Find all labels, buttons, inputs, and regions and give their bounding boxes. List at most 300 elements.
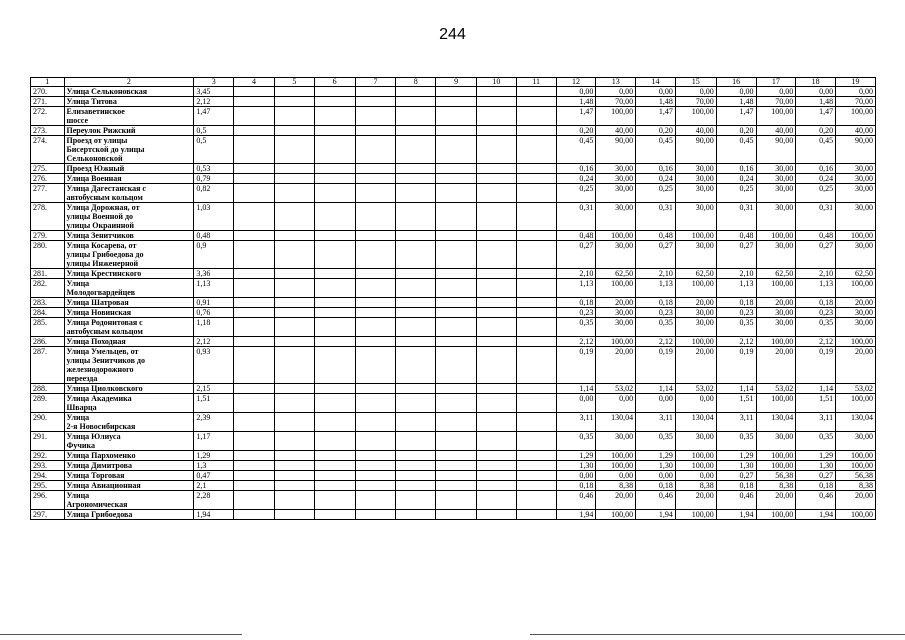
row-number: 270. [31,87,65,97]
street-name-line: автобусным кольцом [66,327,143,336]
empty-cell [516,318,556,337]
column-header: 16 [716,78,756,87]
value-cell: 30,00 [756,241,796,269]
value-cell: 0,31 [796,203,836,231]
value-cell: 100,00 [836,337,876,347]
empty-cell [355,337,396,347]
empty-cell [355,269,396,279]
row-number: 287. [31,347,65,384]
empty-cell [516,432,556,451]
table-row [31,279,876,298]
empty-cell [436,107,477,126]
value-cell: 30,00 [756,164,796,174]
empty-cell [396,298,436,308]
empty-cell [234,384,275,394]
table-row [31,231,876,241]
value-cell: 8,38 [675,481,716,491]
value-cell: 56,38 [756,471,796,481]
street-name-line: Улица Юлиуса [66,432,121,441]
street-name-line: Улица Дагестанская с [66,184,146,193]
empty-cell [436,318,477,337]
empty-cell [396,491,436,510]
value-cell: 0,18 [636,298,676,308]
value-cell: 1,30 [556,461,596,471]
table-row [31,510,876,520]
empty-cell [234,308,275,318]
empty-cell [436,451,477,461]
empty-cell [396,481,436,491]
empty-cell [314,471,355,481]
value-cell: 0,24 [636,174,676,184]
value-cell: 30,00 [596,308,636,318]
empty-cell [314,241,355,269]
value-cell: 2,12 [796,337,836,347]
value-cell: 0,00 [636,394,676,413]
value-cell: 30,00 [836,184,876,203]
empty-cell [516,491,556,510]
street-name-line: Улица [66,413,90,422]
table-row [31,384,876,394]
value-cell: 0,48 [636,231,676,241]
empty-cell [355,231,396,241]
empty-cell [516,164,556,174]
length-value: 3,45 [194,87,234,97]
empty-cell [436,231,477,241]
value-cell: 0,16 [796,164,836,174]
value-cell: 0,46 [556,491,596,510]
empty-cell [516,471,556,481]
value-cell: 0,25 [556,184,596,203]
empty-cell [476,510,516,520]
empty-cell [355,510,396,520]
table-row [31,481,876,491]
empty-cell [476,269,516,279]
table-row [31,241,876,269]
empty-cell [355,279,396,298]
value-cell: 20,00 [675,347,716,384]
value-cell: 90,00 [596,136,636,164]
empty-cell [355,97,396,107]
street-name [64,347,194,384]
row-number: 279. [31,231,65,241]
street-name [64,231,194,241]
empty-cell [234,337,275,347]
value-cell: 2,10 [796,269,836,279]
empty-cell [234,87,275,97]
length-value: 0,47 [194,471,234,481]
value-cell: 1,14 [796,384,836,394]
street-name-line: Улица Умельцев, от [66,347,139,356]
length-value: 0,91 [194,298,234,308]
value-cell: 1,48 [716,97,756,107]
table-header-row [31,78,876,87]
empty-cell [516,347,556,384]
value-cell: 30,00 [675,432,716,451]
empty-cell [355,481,396,491]
value-cell: 30,00 [836,241,876,269]
length-value: 2,1 [194,481,234,491]
table-row [31,471,876,481]
street-name-line: улицы Военной до [66,212,134,221]
value-cell: 0,20 [716,126,756,136]
value-cell: 0,48 [556,231,596,241]
value-cell: 1,51 [716,394,756,413]
value-cell: 30,00 [836,432,876,451]
empty-cell [516,308,556,318]
value-cell: 100,00 [675,279,716,298]
empty-cell [274,87,314,97]
empty-cell [516,461,556,471]
length-value: 1,17 [194,432,234,451]
table-row [31,298,876,308]
value-cell: 100,00 [756,510,796,520]
value-cell: 100,00 [756,337,796,347]
street-name [64,413,194,432]
empty-cell [396,279,436,298]
street-name [64,269,194,279]
table-row [31,269,876,279]
street-name-line: Проезд Южный [66,164,125,173]
value-cell: 0,48 [796,231,836,241]
empty-cell [355,107,396,126]
street-name-line: Улица Родонитовая с [66,318,143,327]
column-header: 13 [596,78,636,87]
value-cell: 0,00 [756,87,796,97]
empty-cell [476,491,516,510]
value-cell: 0,46 [636,491,676,510]
empty-cell [476,126,516,136]
value-cell: 1,47 [796,107,836,126]
row-number: 284. [31,308,65,318]
value-cell: 0,18 [636,481,676,491]
value-cell: 100,00 [756,279,796,298]
empty-cell [314,347,355,384]
empty-cell [234,136,275,164]
value-cell: 0,19 [556,347,596,384]
empty-cell [355,451,396,461]
street-name [64,279,194,298]
value-cell: 30,00 [756,184,796,203]
value-cell: 1,94 [716,510,756,520]
value-cell: 1,29 [556,451,596,461]
row-number: 295. [31,481,65,491]
empty-cell [314,87,355,97]
value-cell: 0,45 [636,136,676,164]
value-cell: 30,00 [836,203,876,231]
empty-cell [436,184,477,203]
empty-cell [234,231,275,241]
empty-cell [396,451,436,461]
value-cell: 30,00 [596,184,636,203]
row-number: 277. [31,184,65,203]
street-name-line: Проезд от улицы [66,136,128,145]
empty-cell [476,136,516,164]
table-row [31,136,876,164]
value-cell: 90,00 [756,136,796,164]
street-name [64,451,194,461]
row-number: 271. [31,97,65,107]
empty-cell [516,203,556,231]
empty-cell [476,318,516,337]
row-number: 283. [31,298,65,308]
value-cell: 1,48 [556,97,596,107]
empty-cell [274,174,314,184]
value-cell: 1,48 [636,97,676,107]
empty-cell [355,347,396,384]
value-cell: 0,45 [556,136,596,164]
empty-cell [274,203,314,231]
street-name [64,184,194,203]
empty-cell [436,279,477,298]
empty-cell [355,491,396,510]
empty-cell [274,231,314,241]
value-cell: 0,19 [636,347,676,384]
row-number: 289. [31,394,65,413]
empty-cell [274,318,314,337]
empty-cell [516,413,556,432]
length-value: 2,28 [194,491,234,510]
value-cell: 0,00 [675,471,716,481]
value-cell: 0,18 [716,481,756,491]
empty-cell [436,510,477,520]
street-name-line: Улица Военная [66,174,122,183]
empty-cell [516,126,556,136]
length-value: 0,53 [194,164,234,174]
empty-cell [274,432,314,451]
empty-cell [396,308,436,318]
empty-cell [396,164,436,174]
empty-cell [314,97,355,107]
value-cell: 90,00 [675,136,716,164]
empty-cell [355,471,396,481]
street-name [64,203,194,231]
street-name [64,394,194,413]
value-cell: 130,04 [836,413,876,432]
empty-cell [234,347,275,384]
row-number: 286. [31,337,65,347]
column-header: 3 [194,78,234,87]
empty-cell [436,241,477,269]
value-cell: 0,27 [796,471,836,481]
page-number: 244 [439,26,466,43]
table-row [31,394,876,413]
empty-cell [314,107,355,126]
column-header: 7 [355,78,396,87]
value-cell: 0,00 [716,87,756,97]
empty-cell [476,384,516,394]
value-cell: 1,94 [636,510,676,520]
street-name [64,308,194,318]
value-cell: 30,00 [756,308,796,318]
street-name-line: переезда [66,374,98,383]
empty-cell [274,451,314,461]
value-cell: 0,16 [716,164,756,174]
empty-cell [396,432,436,451]
street-name-line: Улица Дорожная, от [66,203,140,212]
empty-cell [355,136,396,164]
empty-cell [274,298,314,308]
empty-cell [516,279,556,298]
empty-cell [436,136,477,164]
empty-cell [396,231,436,241]
value-cell: 0,20 [796,126,836,136]
value-cell: 0,00 [796,87,836,97]
column-header: 2 [64,78,194,87]
value-cell: 2,10 [716,269,756,279]
value-cell: 0,00 [675,87,716,97]
value-cell: 20,00 [596,347,636,384]
empty-cell [355,413,396,432]
empty-cell [314,136,355,164]
empty-cell [274,384,314,394]
value-cell: 0,27 [796,241,836,269]
empty-cell [436,87,477,97]
value-cell: 2,10 [636,269,676,279]
empty-cell [436,164,477,174]
empty-cell [314,126,355,136]
value-cell: 2,12 [556,337,596,347]
street-name-line: Фучика [66,441,95,450]
table-row [31,318,876,337]
value-cell: 0,27 [556,241,596,269]
table-row [31,337,876,347]
value-cell: 1,13 [796,279,836,298]
value-cell: 1,14 [636,384,676,394]
empty-cell [476,107,516,126]
empty-cell [476,347,516,384]
value-cell: 100,00 [675,510,716,520]
value-cell: 20,00 [836,298,876,308]
empty-cell [396,461,436,471]
empty-cell [476,241,516,269]
value-cell: 30,00 [836,174,876,184]
value-cell: 3,11 [716,413,756,432]
value-cell: 0,31 [636,203,676,231]
column-header: 18 [796,78,836,87]
empty-cell [476,432,516,451]
empty-cell [516,136,556,164]
empty-cell [234,318,275,337]
value-cell: 30,00 [756,318,796,337]
empty-cell [234,413,275,432]
value-cell: 100,00 [675,461,716,471]
row-number: 294. [31,471,65,481]
empty-cell [314,461,355,471]
value-cell: 30,00 [756,203,796,231]
empty-cell [234,451,275,461]
table-row [31,107,876,126]
empty-cell [274,241,314,269]
value-cell: 30,00 [596,241,636,269]
street-name-line: Улица Авиационная [66,481,141,490]
column-header: 5 [274,78,314,87]
row-number: 290. [31,413,65,432]
empty-cell [355,308,396,318]
data-table [30,77,876,520]
value-cell: 40,00 [836,126,876,136]
empty-cell [355,318,396,337]
street-name [64,164,194,174]
empty-cell [274,481,314,491]
empty-cell [234,269,275,279]
length-value: 2,12 [194,97,234,107]
empty-cell [234,461,275,471]
column-header: 12 [556,78,596,87]
empty-cell [396,510,436,520]
street-name-line: улицы Грибоедова до [66,250,144,259]
empty-cell [396,347,436,384]
value-cell: 0,46 [716,491,756,510]
value-cell: 0,19 [716,347,756,384]
value-cell: 100,00 [596,337,636,347]
value-cell: 0,23 [556,308,596,318]
value-cell: 1,30 [796,461,836,471]
column-header: 1 [31,78,65,87]
empty-cell [314,203,355,231]
empty-cell [516,87,556,97]
street-name [64,107,194,126]
empty-cell [314,318,355,337]
empty-cell [476,279,516,298]
value-cell: 0,00 [636,471,676,481]
length-value: 0,48 [194,231,234,241]
empty-cell [234,279,275,298]
street-name-line: Сельконовской [66,154,123,163]
empty-cell [234,510,275,520]
table-row [31,174,876,184]
street-name [64,126,194,136]
empty-cell [234,481,275,491]
street-name-line: Бисертской до улицы [66,145,145,154]
value-cell: 0,00 [556,471,596,481]
value-cell: 70,00 [596,97,636,107]
street-name [64,510,194,520]
value-cell: 20,00 [836,491,876,510]
value-cell: 2,10 [556,269,596,279]
empty-cell [516,241,556,269]
empty-cell [396,136,436,164]
empty-cell [274,97,314,107]
empty-cell [234,241,275,269]
empty-cell [516,107,556,126]
row-number: 274. [31,136,65,164]
street-name [64,318,194,337]
value-cell: 20,00 [756,298,796,308]
street-name-line: Улица Академика [66,394,132,403]
value-cell: 20,00 [596,298,636,308]
value-cell: 0,20 [636,126,676,136]
value-cell: 100,00 [836,107,876,126]
value-cell: 1,29 [796,451,836,461]
empty-cell [396,413,436,432]
row-number: 292. [31,451,65,461]
table-row [31,413,876,432]
empty-cell [436,384,477,394]
empty-cell [436,491,477,510]
street-name-line: улицы Зенитчиков до [66,356,145,365]
value-cell: 0,25 [636,184,676,203]
empty-cell [396,107,436,126]
street-name [64,87,194,97]
empty-cell [274,308,314,318]
street-name-line: Улица Циолковского [66,384,143,393]
empty-cell [396,269,436,279]
empty-cell [274,107,314,126]
column-header: 6 [314,78,355,87]
value-cell: 0,23 [796,308,836,318]
empty-cell [396,241,436,269]
value-cell: 30,00 [836,308,876,318]
